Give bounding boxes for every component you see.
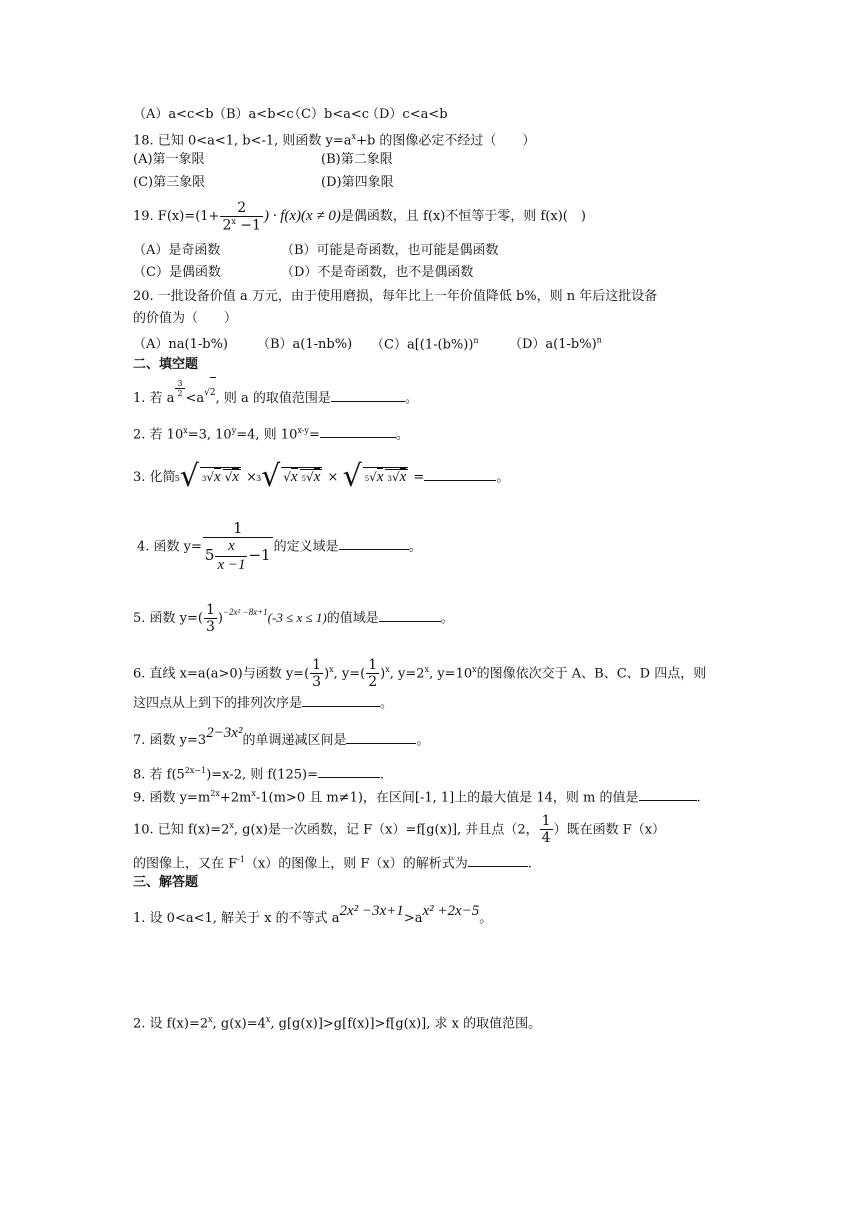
q18-stem: 18. 已知 0<a<1, b<-1, 则函数 $y=a^x+b$ 的图像必定不经过（ ） <box>133 132 536 149</box>
option-a: （A）a<c<b <box>133 107 214 122</box>
q19-options-row1 <box>133 242 499 260</box>
fill-q8: 8. 若 $f(5^{2x-1})=x-2$, 则 f(125)= . <box>133 766 385 783</box>
fill-q10-line2: 的图像上，又在 $F^{-1}(x)$的图像上，则 F（x）的解析式为 . <box>133 855 532 872</box>
solve-q2: 2. 设 $f(x)=2^x$, $g(x)=4^x$, g[g(x)]>g[f(x)]>f[g(x)], 求 x 的取值范围。 <box>133 1015 542 1032</box>
q19-stem: 19. F(x)=(1+ $\frac{2}{2^x -1}$ ) · f(x)(x ≠ 0)是偶函数，且 f(x)不恒等于零，则 f(x)( ) <box>133 199 586 234</box>
fill-q7: 7. 函数 y=32−3x²的单调递减区间是 。 <box>133 725 430 748</box>
q17-options <box>133 106 448 124</box>
option-b: (B)第二象限 <box>321 152 393 167</box>
option-a: （A）na(1-b%) <box>133 337 228 353</box>
answer-blank[interactable] <box>331 388 405 402</box>
fill-q4: 4. 函数 y= 1 5 $\frac{x}{x -1}$ −1 的定义域是 。 <box>137 519 422 573</box>
q19-fraction: $\frac{2}{2^x -1}$ <box>222 199 261 234</box>
solve-q1: 1. 设 0<a<1, 解关于 x 的不等式 a2x² −3x+1>ax² +2x−5。 <box>133 903 493 926</box>
fill-q9: 9. 函数 $y=m^{2x}+2m^x-1(m>0$ 且 m≠1)，在区间[-1, 1]上的最大值是 14，则 m 的值是 . <box>133 789 701 806</box>
option-b: （B）可能是奇函数，也可能是偶函数 <box>281 243 499 258</box>
q19-options-row2 <box>133 264 473 282</box>
option-c: (C)第三象限 <box>133 175 206 190</box>
option-d: （D）c<a<b <box>366 107 448 122</box>
answer-blank[interactable] <box>424 467 496 481</box>
option-a: （A）是奇函数 <box>133 243 221 258</box>
option-c: （C）是偶函数 <box>133 265 221 280</box>
option-b: （B）a(1-nb%) <box>257 337 353 353</box>
answer-blank[interactable] <box>346 730 416 744</box>
radical-1: 5 √ 3√x √x <box>174 459 239 494</box>
q18-options-row2 <box>133 174 394 192</box>
option-a: (A)第一象限 <box>133 152 205 167</box>
fill-q6-line1: 6. 直线 x=a(a>0)与函数 y=( $\frac{1}{3}$ )$^x$, y=( $\frac{1}{2}$ )$^x$, $y=2^x$, $y=10^x$的图像依次交于 A、B、C、D 四点，则 <box>133 657 707 691</box>
radical-3: √ 5√x 3√x <box>342 459 407 494</box>
q20-line2: 的价值为（ ） <box>133 311 238 326</box>
option-b: （B）a<b<c <box>213 107 294 122</box>
q4-fraction: 1 5 $\frac{x}{x -1}$ −1 <box>204 519 271 573</box>
q20-options <box>133 332 602 354</box>
fill-q6-line2: 这四点从上到下的排列次序是 。 <box>133 693 393 713</box>
answer-blank[interactable] <box>339 536 409 550</box>
fill-q5: 5. 函数 y=( $\frac{1}{3}$ )$^{-2x^2 -8x+1}$(-3 ≤ x ≤ 1)的值域是 。 <box>133 601 454 635</box>
q20-line1: 20. 一批设备价值 a 万元，由于使用磨损，每年比上一年价值降低 b%，则 n 年后这批设备 <box>133 289 658 304</box>
option-d: $(D)a(1-b\%)^n$ <box>509 336 602 353</box>
answer-blank[interactable] <box>468 853 528 867</box>
answer-blank[interactable] <box>639 787 697 801</box>
answer-blank[interactable] <box>320 424 396 438</box>
fill-q2: 2. 若 $10^x=3$, $10^y=4$, 则 $10^{x-y}=$ 。 <box>133 426 409 443</box>
fill-q3: 3. 化简 5 √ 3√x √x × 3 √ √x 5√x × √ 5√x 3√x = 。 <box>133 446 509 509</box>
answer-blank[interactable] <box>379 608 441 622</box>
q18-options-row1 <box>133 151 393 169</box>
fill-q1: 1. 若 a $\frac{3}{2}$ $<a^{√2}$, 则 a 的取值范围是 。 <box>133 378 418 406</box>
section-heading-fill-blank: 二、填空题 <box>133 357 199 372</box>
option-d: (D)第四象限 <box>321 175 394 190</box>
answer-blank[interactable] <box>302 693 380 707</box>
fill-q10-line1: 10. 已知 $f(x)=2^x$, g(x)是一次函数，记 F（x）=f[g(x)], 并且点（2， $\frac{1}{4}$ ）既在函数 F（x） <box>133 813 666 847</box>
option-c: $(C)a[(1-(b\%))^n$ <box>371 336 479 353</box>
answer-blank[interactable] <box>318 764 380 778</box>
option-d: （D）不是奇函数，也不是偶函数 <box>281 265 474 280</box>
section-heading-solve: 三、解答题 <box>133 875 199 890</box>
radical-2: 3 √ √x 5√x <box>256 459 321 494</box>
option-c: （C）b<a<c <box>288 107 370 122</box>
